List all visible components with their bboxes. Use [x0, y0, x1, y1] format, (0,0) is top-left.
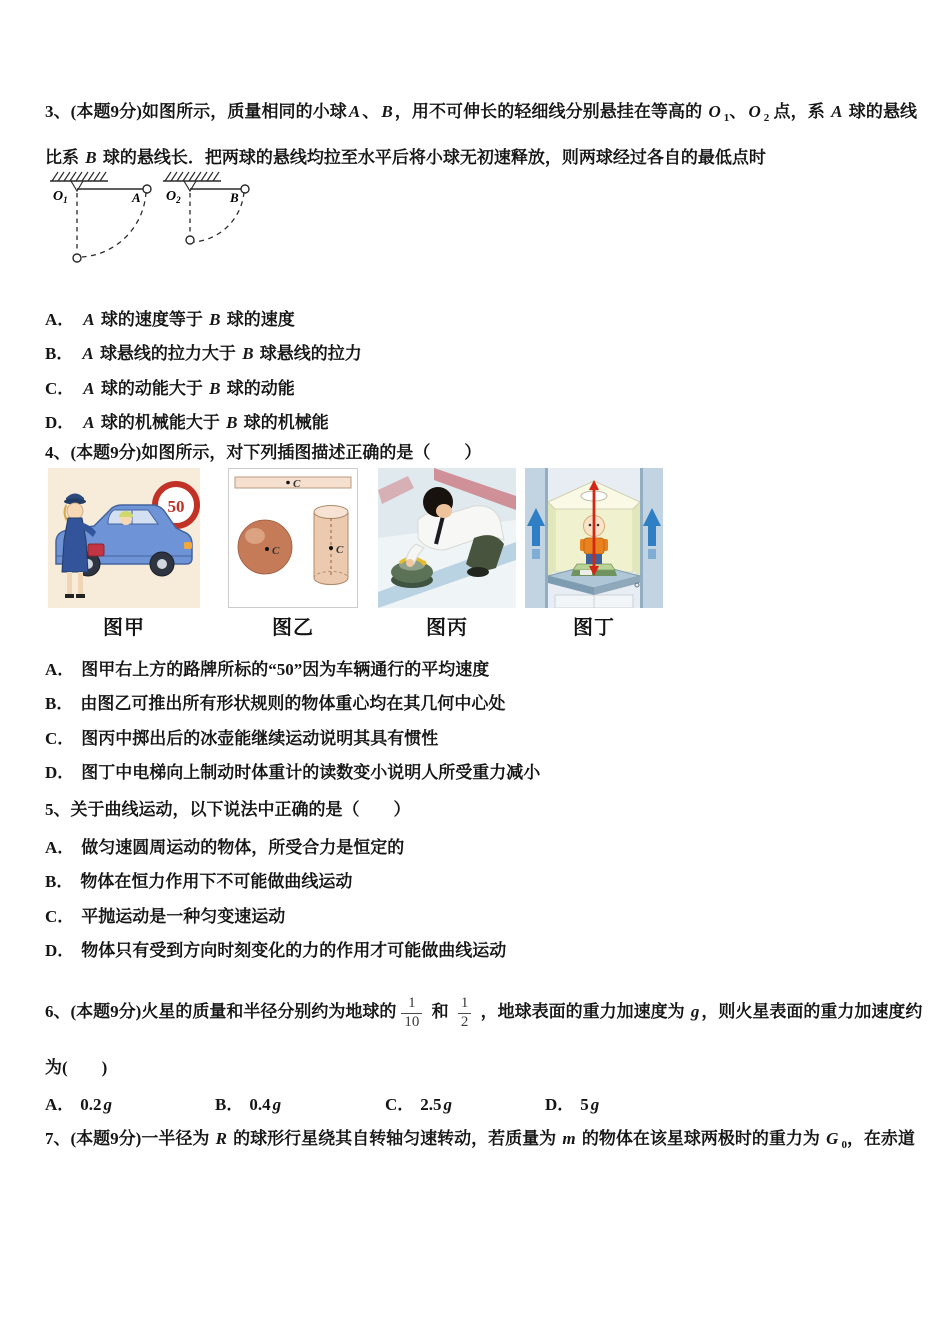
option-letter: D． — [545, 1095, 575, 1114]
question-5-option-c — [45, 897, 506, 932]
question-6-option-b — [215, 1090, 283, 1115]
question-4-option-d — [45, 754, 540, 789]
pivot-o1-label: $O_1$ — [53, 189, 68, 205]
option-letter: B． — [45, 344, 74, 364]
question-4-option-a — [45, 650, 540, 685]
question-5-option-b — [45, 863, 506, 898]
pendulum-ball-b — [241, 185, 249, 193]
figure-ding-label: 图丁 — [573, 617, 615, 639]
question-3-option-a — [45, 300, 362, 335]
lowest-ball-a — [73, 254, 81, 262]
uniform-cylinder — [314, 506, 348, 585]
option-text: 物体只有受到方向时刻变化的力的作用才可能做曲线运动 — [81, 941, 507, 961]
option-letter: C． — [45, 378, 75, 398]
question-6-option-d — [545, 1090, 601, 1115]
question-5-option-d — [45, 932, 506, 967]
option-text: 0.2 g — [80, 1095, 113, 1114]
option-letter: D． — [45, 763, 75, 783]
question-5-options — [45, 828, 506, 966]
ball-a-label: A — [132, 190, 141, 205]
option-letter: A． — [45, 659, 75, 679]
pivot-o2-label: $O_2$ — [166, 189, 181, 205]
red-bag — [88, 544, 104, 556]
question-3-option-c — [45, 369, 362, 404]
figure-bing-label: 图丙 — [426, 617, 468, 639]
question-6-stem-continued: 为( ) — [45, 1058, 108, 1077]
question-5-stem: 5、关于曲线运动，以下说法中正确的是（ ） — [45, 800, 411, 819]
question-6-option-c — [385, 1090, 454, 1115]
uniform-sphere — [238, 520, 292, 574]
option-text: 5 g — [580, 1095, 600, 1114]
option-text: 2.5 g — [420, 1095, 453, 1114]
option-text: A 球的速度等于 B 球的速度 — [83, 309, 295, 329]
bar-center-label: C — [293, 478, 301, 490]
option-letter: B． — [45, 694, 74, 714]
pendulum-ball-a — [143, 185, 151, 193]
question-3-option-b — [45, 335, 362, 370]
question-4-option-c — [45, 719, 540, 754]
question-7-stem: 7、(本题9分)一半径为 R 的球形行星绕其自转轴匀速转动，若质量为 m 的物体在该星球两极时的重力为 G $_0$，在赤道 — [45, 1129, 915, 1151]
option-letter: A． — [45, 309, 75, 329]
option-letter: D． — [45, 413, 75, 433]
option-text: 图丁中电梯向上制动时体重计的读数变小说明人所受重力减小 — [81, 763, 541, 783]
option-text: 由图乙可推出所有形状规则的物体重心均在其几何中心处 — [80, 694, 506, 714]
option-text: A 球的动能大于 B 球的动能 — [83, 378, 295, 398]
option-letter: C． — [45, 728, 75, 748]
figure-yi-label: 图乙 — [272, 617, 314, 639]
lowest-ball-b — [186, 236, 194, 244]
option-letter: A． — [45, 837, 75, 857]
option-text: 0.4 g — [249, 1095, 282, 1114]
question-4-option-b — [45, 685, 540, 720]
option-text: 图丙中掷出后的冰壶能继续运动说明其具有惯性 — [81, 728, 439, 748]
question-6-stem: 6、(本题9分)火星的质量和半径分别约为地球的 $\frac{1}{10}$ 和 $\frac{1}{2}$ ，地球表面的重力加速度为 g ，则火星表面的重力加速度约 — [45, 995, 923, 1030]
center-of-mass-illustration — [228, 468, 358, 608]
figure-ding — [525, 468, 663, 640]
option-letter: B． — [215, 1095, 244, 1114]
figure-jia-label: 图甲 — [103, 617, 145, 639]
question-4-options — [45, 650, 540, 788]
option-letter: C． — [45, 906, 75, 926]
question-3-stem: 3、(本题9分)如图所示，质量相同的小球 A 、 B ，用不可伸长的轻细线分别悬挂在等高的 O $_1$、 O $_2$ 点，系 A 球的悬线比系 B 球的悬线长．把两球的悬线均拉至水平后将小球无初速释放，则两球经过各自的最低点时 — [45, 102, 918, 167]
elevator-scale-illustration — [525, 468, 663, 608]
option-letter: A． — [45, 1095, 75, 1114]
question-3-option-d — [45, 404, 362, 439]
option-text: 做匀速圆周运动的物体，所受合力是恒定的 — [81, 837, 405, 857]
speed-limit-value: 50 — [167, 497, 185, 516]
option-text: A 球的机械能大于 B 球的机械能 — [83, 413, 329, 433]
figure-bing — [378, 468, 516, 640]
option-letter: C． — [385, 1095, 415, 1114]
question-6-option-a — [45, 1090, 114, 1115]
option-text: A 球悬线的拉力大于 B 球悬线的拉力 — [82, 344, 362, 364]
option-text: 物体在恒力作用下不可能做曲线运动 — [80, 872, 353, 892]
cylinder-center-label: C — [336, 544, 344, 556]
question-5-option-a — [45, 828, 506, 863]
question-3-options — [45, 300, 362, 438]
option-text: 平抛运动是一种匀变速运动 — [81, 906, 286, 926]
ball-b-label: B — [230, 190, 239, 205]
option-text: 图甲右上方的路牌所标的“50”因为车辆通行的平均速度 — [81, 659, 490, 679]
question-4-stem: 4、(本题9分)如图所示，对下列插图描述正确的是（ ） — [45, 443, 482, 462]
pendulum-diagram — [45, 168, 280, 280]
figure-jia — [48, 468, 200, 640]
option-letter: B． — [45, 872, 74, 892]
figure-yi — [228, 468, 358, 640]
sphere-center-label: C — [272, 545, 280, 557]
uniform-bar — [235, 477, 351, 490]
police-car-sign-illustration — [48, 468, 200, 608]
option-letter: D． — [45, 941, 75, 961]
curling-illustration — [378, 468, 516, 608]
